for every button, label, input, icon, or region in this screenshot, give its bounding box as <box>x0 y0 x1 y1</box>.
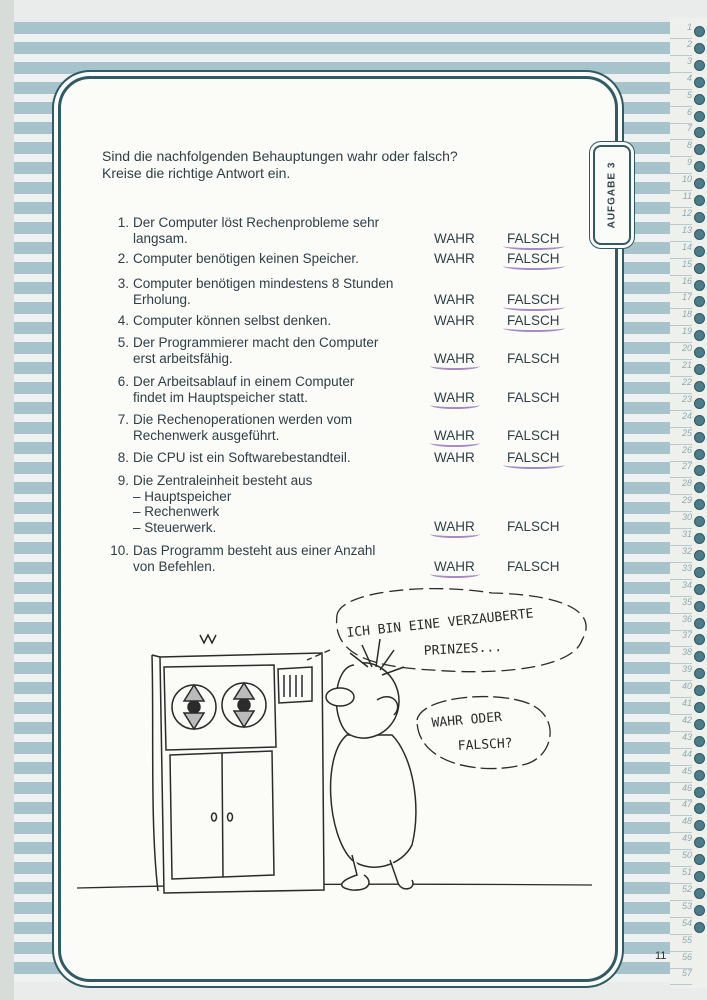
question-text-line: von Befehlen. <box>133 558 216 574</box>
question-4 <box>110 313 430 329</box>
margin-number: 43 <box>670 732 692 749</box>
speech-computer-line-1: ICH BIN EINE VERZAUBERTE <box>345 606 535 641</box>
question-text-line: Der Arbeitsablauf in einem Computer <box>133 374 355 389</box>
punch-hole <box>694 482 705 493</box>
answer-wahr-10[interactable]: WAHR <box>434 559 475 574</box>
margin-number: 51 <box>670 867 692 884</box>
punch-hole <box>694 871 705 882</box>
question-2 <box>110 251 430 267</box>
question-number: 8. <box>117 450 129 465</box>
punch-hole <box>694 195 705 206</box>
answer-falsch-5[interactable]: FALSCH <box>507 351 560 366</box>
margin-number: 56 <box>670 952 692 969</box>
question-text-line: Der Programmierer macht den Computer <box>133 335 379 350</box>
punch-hole <box>694 753 705 764</box>
punch-hole <box>694 60 705 71</box>
question-9 <box>110 473 430 535</box>
instructions <box>102 148 458 182</box>
punch-hole <box>694 415 705 426</box>
punch-hole <box>694 127 705 138</box>
margin-number: 23 <box>670 394 692 411</box>
answer-wahr-3[interactable]: WAHR <box>434 292 475 307</box>
punch-hole <box>694 364 705 375</box>
answer-falsch-9[interactable]: FALSCH <box>507 519 560 534</box>
punch-hole <box>694 668 705 679</box>
person-drawing <box>326 639 416 890</box>
answer-falsch-8[interactable]: FALSCH <box>507 450 560 465</box>
margin-number: 5 <box>670 90 692 107</box>
answer-falsch-1[interactable]: FALSCH <box>507 231 560 246</box>
margin-number: 13 <box>670 225 692 242</box>
question-text-line: – Rechenwerk <box>133 504 220 519</box>
question-6 <box>110 374 430 405</box>
punch-hole <box>694 347 705 358</box>
punch-hole <box>694 296 705 307</box>
margin-number: 21 <box>670 360 692 377</box>
answer-underline-mark <box>430 401 480 409</box>
punch-hole <box>694 94 705 105</box>
margin-number: 32 <box>670 546 692 563</box>
margin-number: 38 <box>670 647 692 664</box>
question-text-line: erst arbeitsfähig. <box>133 350 233 366</box>
punch-hole <box>694 465 705 476</box>
margin-number: 46 <box>670 783 692 800</box>
margin-number: 48 <box>670 816 692 833</box>
margin-number: 49 <box>670 833 692 850</box>
punch-hole <box>694 719 705 730</box>
speech-person-line-2: FALSCH? <box>457 736 513 754</box>
answer-underline-mark <box>503 303 565 311</box>
margin-number: 47 <box>670 799 692 816</box>
answer-underline-mark <box>503 242 565 250</box>
punch-hole <box>694 313 705 324</box>
answer-wahr-5[interactable]: WAHR <box>434 351 475 366</box>
punch-hole <box>694 381 705 392</box>
margin-number: 19 <box>670 326 692 343</box>
margin-number: 4 <box>670 73 692 90</box>
exercise-tab <box>593 145 631 245</box>
question-number: 5. <box>117 335 129 350</box>
margin-number: 25 <box>670 428 692 445</box>
answer-underline-mark <box>430 530 480 538</box>
margin-number: 34 <box>670 580 692 597</box>
answer-wahr-6[interactable]: WAHR <box>434 390 475 405</box>
punch-hole <box>694 905 705 916</box>
question-text-line: Der Computer löst Rechenprobleme sehr <box>133 215 380 230</box>
punch-hole <box>694 533 705 544</box>
punch-hole <box>694 803 705 814</box>
margin-number: 31 <box>670 529 692 546</box>
question-8 <box>110 450 430 466</box>
answer-falsch-4[interactable]: FALSCH <box>507 313 560 328</box>
punch-hole <box>694 888 705 899</box>
margin-number-column <box>670 18 707 988</box>
margin-number: 55 <box>670 935 692 952</box>
margin-number: 3 <box>670 56 692 73</box>
question-number: 7. <box>117 412 129 427</box>
question-5 <box>110 335 430 366</box>
punch-hole <box>694 499 705 510</box>
cartoon-illustration <box>72 575 602 915</box>
punch-hole <box>694 770 705 781</box>
punch-hole <box>694 280 705 291</box>
answer-falsch-2[interactable]: FALSCH <box>507 251 560 266</box>
margin-number: 14 <box>670 242 692 259</box>
punch-hole <box>694 837 705 848</box>
margin-number: 40 <box>670 681 692 698</box>
answer-underline-mark <box>503 461 565 469</box>
ground-line <box>77 884 592 888</box>
question-text-line: Computer benötigen mindestens 8 Stunden <box>133 276 394 291</box>
spiral-binding-edge <box>0 0 14 1000</box>
margin-number: 1 <box>670 22 692 39</box>
margin-number: 24 <box>670 411 692 428</box>
answer-wahr-1[interactable]: WAHR <box>434 231 475 246</box>
margin-number: 50 <box>670 850 692 867</box>
margin-number: 2 <box>670 39 692 56</box>
punch-hole <box>694 685 705 696</box>
punch-hole <box>694 922 705 933</box>
margin-number: 33 <box>670 563 692 580</box>
punch-hole <box>694 111 705 122</box>
question-text-line: Die Zentraleinheit besteht aus <box>133 473 313 488</box>
margin-number: 35 <box>670 597 692 614</box>
punch-hole <box>694 550 705 561</box>
question-text-line: Erholung. <box>133 291 191 307</box>
question-number: 6. <box>117 374 129 389</box>
punch-hole <box>694 178 705 189</box>
margin-number: 45 <box>670 766 692 783</box>
punch-hole <box>694 820 705 831</box>
margin-number: 54 <box>670 918 692 935</box>
punch-hole <box>694 651 705 662</box>
question-3 <box>110 276 430 307</box>
question-text-line: Computer benötigen keinen Speicher. <box>133 251 359 266</box>
answer-underline-mark <box>430 439 480 447</box>
margin-number: 39 <box>670 664 692 681</box>
question-number: 2. <box>117 251 129 266</box>
answer-wahr-9[interactable]: WAHR <box>434 519 475 534</box>
punch-hole <box>694 330 705 341</box>
page-number: 11 <box>655 950 667 962</box>
margin-number: 11 <box>670 191 692 208</box>
question-number: 1. <box>117 215 129 230</box>
punch-hole <box>694 229 705 240</box>
answer-falsch-10[interactable]: FALSCH <box>507 559 560 574</box>
question-text-line: Rechenwerk ausgeführt. <box>133 427 280 443</box>
punch-hole <box>694 618 705 629</box>
answer-wahr-7[interactable]: WAHR <box>434 428 475 443</box>
speech-person-line-1: WAHR ODER <box>431 709 503 731</box>
margin-number: 18 <box>670 309 692 326</box>
margin-number: 41 <box>670 698 692 715</box>
answer-falsch-7[interactable]: FALSCH <box>507 428 560 443</box>
answer-falsch-3[interactable]: FALSCH <box>507 292 560 307</box>
question-number: 9. <box>117 473 129 488</box>
answer-underline-mark <box>430 362 480 370</box>
margin-number: 37 <box>670 630 692 647</box>
computer-cabinet-drawing <box>152 635 324 893</box>
answer-wahr-8[interactable]: WAHR <box>434 450 475 465</box>
margin-number: 29 <box>670 495 692 512</box>
punch-hole <box>694 246 705 257</box>
question-1 <box>110 215 430 246</box>
instruction-line-2: Kreise die richtige Antwort ein. <box>102 165 291 181</box>
punch-hole <box>694 702 705 713</box>
punch-hole <box>694 601 705 612</box>
answer-underline-mark <box>503 262 565 270</box>
margin-number: 57 <box>670 968 692 985</box>
margin-number: 42 <box>670 715 692 732</box>
margin-number: 16 <box>670 276 692 293</box>
margin-number: 44 <box>670 749 692 766</box>
question-number: 10. <box>110 543 129 558</box>
margin-number: 20 <box>670 343 692 360</box>
punch-hole <box>694 449 705 460</box>
punch-hole <box>694 398 705 409</box>
margin-number: 15 <box>670 259 692 276</box>
margin-number: 12 <box>670 208 692 225</box>
margin-number: 10 <box>670 174 692 191</box>
answer-underline-mark <box>503 324 565 332</box>
punch-hole <box>694 634 705 645</box>
question-text-line: – Hauptspeicher <box>133 488 232 504</box>
exercise-tab-label: AUFGABE 3 <box>606 161 618 229</box>
question-7 <box>110 412 430 443</box>
punch-hole <box>694 432 705 443</box>
question-text-line: Computer können selbst denken. <box>133 313 332 328</box>
question-number: 3. <box>117 276 129 291</box>
margin-number: 26 <box>670 445 692 462</box>
margin-number: 9 <box>670 157 692 174</box>
punch-hole <box>694 77 705 88</box>
punch-hole <box>694 584 705 595</box>
margin-number: 30 <box>670 512 692 529</box>
punch-hole <box>694 736 705 747</box>
margin-number: 36 <box>670 614 692 631</box>
punch-hole <box>694 263 705 274</box>
question-text-line: findet im Hauptspeicher statt. <box>133 389 308 405</box>
margin-number: 27 <box>670 461 692 478</box>
punch-hole <box>694 26 705 37</box>
punch-hole <box>694 144 705 155</box>
question-text-line: Das Programm besteht aus einer Anzahl <box>133 543 376 558</box>
question-10 <box>110 543 430 574</box>
punch-hole <box>694 516 705 527</box>
punch-hole <box>694 161 705 172</box>
punch-hole <box>694 787 705 798</box>
speech-computer-line-2: PRINZES... <box>423 639 503 659</box>
punch-hole <box>694 567 705 578</box>
answer-wahr-4[interactable]: WAHR <box>434 313 475 328</box>
margin-number: 8 <box>670 140 692 157</box>
question-number: 4. <box>117 313 129 328</box>
question-text-line: langsam. <box>133 230 188 246</box>
answer-falsch-6[interactable]: FALSCH <box>507 390 560 405</box>
speech-bubble-person <box>417 697 550 769</box>
margin-number: 53 <box>670 901 692 918</box>
margin-number: 52 <box>670 884 692 901</box>
margin-number: 17 <box>670 292 692 309</box>
punch-hole <box>694 43 705 54</box>
margin-number: 6 <box>670 107 692 124</box>
margin-number: 22 <box>670 377 692 394</box>
question-text-line: – Steuerwerk. <box>133 519 217 535</box>
punch-hole <box>694 212 705 223</box>
punch-hole <box>694 854 705 865</box>
question-text-line: Die CPU ist ein Softwarebestandteil. <box>133 450 351 465</box>
answer-wahr-2[interactable]: WAHR <box>434 251 475 266</box>
question-text-line: Die Rechenoperationen werden vom <box>133 412 353 427</box>
margin-number: 28 <box>670 478 692 495</box>
instruction-line-1: Sind die nachfolgenden Behauptungen wahr oder falsch? <box>102 148 458 164</box>
margin-number: 7 <box>670 123 692 140</box>
